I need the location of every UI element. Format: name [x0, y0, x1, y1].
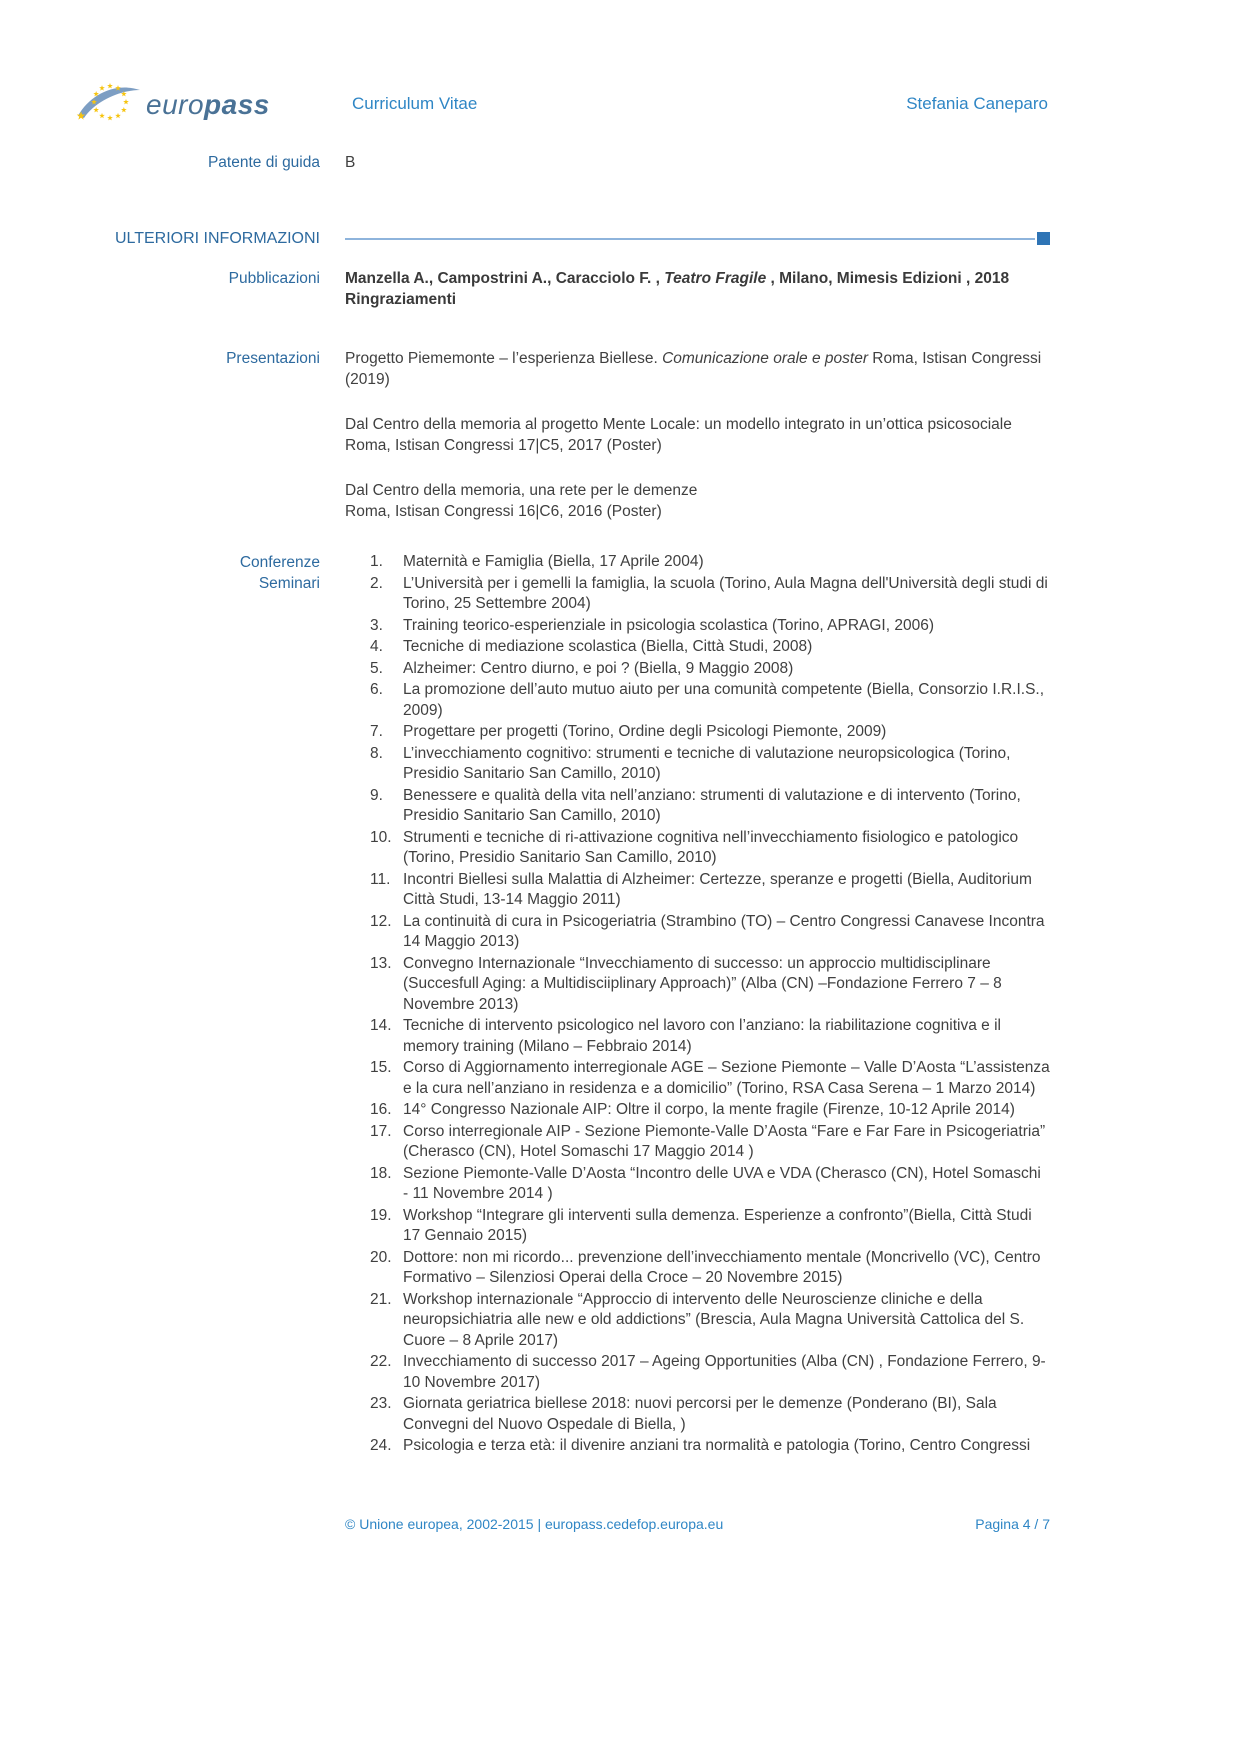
conference-item-text: Corso di Aggiornamento interregionale AGE – Sezione Piemonte – Valle D’Aosta “L’assistenza e la cura nell’anziano in residenza e a domicilio” (Torino, RSA Casa Serena – 1 Marzo 2014) [403, 1059, 1050, 1097]
logo-euro: euro [146, 88, 205, 120]
conference-item [370, 659, 1050, 680]
presentation-2-line2: Roma, Istisan Congressi 17|C5, 2017 (Poster) [345, 437, 662, 454]
person-name: Stefania Caneparo [906, 94, 1048, 113]
section-rule [345, 228, 1050, 249]
conference-item-text: Corso interregionale AIP - Sezione Piemonte-Valle D’Aosta “Fare e Far Fare in Psicogeriatria” (Cherasco (CN), Hotel Somaschi 17 Maggio 2014 ) [403, 1122, 1046, 1160]
conferences-row [0, 552, 1241, 1458]
conference-item-number: 7. [370, 723, 383, 740]
conference-item-number: 20. [370, 1248, 392, 1266]
conference-item-number: 19. [370, 1206, 392, 1224]
conference-item-text: Progettare per progetti (Torino, Ordine degli Psicologi Piemonte, 2009) [403, 723, 887, 740]
presentations-text [345, 348, 1050, 546]
conference-item-number: 17. [370, 1122, 392, 1140]
conference-item [370, 870, 1050, 911]
conference-item [370, 1394, 1050, 1435]
conference-item-text: Workshop “Integrare gli interventi sulla demenza. Esperienze a confronto”(Biella, Città Studi 17 Gennaio 2015) [403, 1206, 1032, 1244]
conference-item [370, 637, 1050, 658]
conference-item-text: 14° Congresso Nazionale AIP: Oltre il corpo, la mente fragile (Firenze, 10-12 Aprile 2014) [403, 1101, 1015, 1118]
conference-item [370, 552, 1050, 573]
conference-item-number: 6. [370, 681, 383, 698]
conference-item-number: 3. [370, 616, 383, 634]
conference-item [370, 574, 1050, 615]
publication-entry-2: Ringraziamenti [345, 291, 457, 308]
section-title: ULTERIORI INFORMAZIONI [114, 230, 320, 247]
conference-item [370, 680, 1050, 721]
presentation-entry-1 [345, 348, 1050, 390]
publication-publisher: , Milano, Mimesis Edizioni , 2018 [770, 270, 1010, 287]
conference-item [370, 1016, 1050, 1057]
presentations-label: Presentazioni [226, 350, 320, 367]
conference-item-text: Psicologia e terza età: il divenire anziani tra normalità e patologia (Torino, Centro Congressi [403, 1437, 1031, 1454]
conferences-label [0, 552, 320, 594]
conference-item [370, 1100, 1050, 1121]
driving-license-label: Patente di guida [207, 154, 320, 171]
conference-list [370, 552, 1050, 1457]
section-header-row [0, 228, 1241, 249]
publication-entry [345, 268, 1050, 289]
conference-item [370, 616, 1050, 637]
presentation-entry-3 [345, 480, 1050, 522]
conference-item-text: Alzheimer: Centro diurno, e poi ? (Biella, 9 Maggio 2008) [403, 659, 794, 677]
presentation-3-line2: Roma, Istisan Congressi 16|C6, 2016 (Poster) [345, 503, 662, 520]
europass-logo-mark-icon [76, 78, 142, 131]
conference-item-text: Maternità e Famiglia (Biella, 17 Aprile 2004) [403, 553, 704, 570]
conference-item [370, 786, 1050, 827]
publications-row [0, 268, 1241, 310]
conference-item [370, 1248, 1050, 1289]
conference-item-number: 15. [370, 1059, 392, 1076]
presentation-1-type: Comunicazione orale e poster [662, 350, 873, 367]
conference-item-text: Benessere e qualità della vita nell’anziano: strumenti di valutazione e di intervento (Torino, Presidio Sanitario San Camillo, 2010) [403, 786, 1021, 824]
conference-item-text: Sezione Piemonte-Valle D’Aosta “Incontro delle UVA e VDA (Cherasco (CN), Hotel Somaschi - 11 Novembre 2014 ) [403, 1164, 1041, 1202]
conference-item-number: 24. [370, 1437, 392, 1454]
conference-item [370, 1164, 1050, 1205]
conference-item [370, 744, 1050, 785]
logo-pass: pass [204, 88, 270, 120]
conference-item-number: 4. [370, 638, 383, 655]
conference-item-text: Tecniche di mediazione scolastica (Biella, Città Studi, 2008) [403, 638, 813, 655]
conference-item-number: 8. [370, 744, 383, 762]
conference-item-number: 16. [370, 1101, 392, 1118]
conference-item-text: La promozione dell’auto mutuo aiuto per una comunità competente (Biella, Consorzio I.R.I.S., 2009) [403, 681, 1045, 719]
conference-item-number: 23. [370, 1395, 392, 1412]
conference-item [370, 1058, 1050, 1099]
conference-item-number: 2. [370, 574, 383, 592]
conference-item [370, 1206, 1050, 1247]
presentation-3-line1: Dal Centro della memoria, una rete per le demenze [345, 482, 698, 499]
conference-item-number: 21. [370, 1290, 392, 1308]
presentations-row [0, 348, 1241, 546]
driving-license-row [0, 152, 1241, 173]
conference-item [370, 1290, 1050, 1352]
section-rule-line [345, 238, 1035, 240]
conference-item-text: Convegno Internazionale “Invecchiamento di successo: un approccio multidisciplinare (Succesfull Aging: a Multidisciiplinary Approach)” (Alba (CN) –Fondazione Ferrero 7 – 8 Novembre 2013) [403, 954, 1002, 1013]
presentation-entry-2 [345, 414, 1050, 456]
conference-item-text: Incontri Biellesi sulla Malattia di Alzheimer: Certezze, speranze e progetti (Biella, Auditorium Città Studi, 13-14 Maggio 2011) [403, 870, 1032, 908]
footer-copyright: © Unione europea, 2002-2015 | europass.cedefop.europa.eu [345, 1516, 724, 1532]
conference-item-text: Strumenti e tecniche di ri-attivazione cognitiva nell’invecchiamento fisiologico e patologico (Torino, Presidio Sanitario San Camillo, 2010) [403, 828, 1019, 866]
section-rule-square [1037, 232, 1050, 245]
conference-item [370, 1122, 1050, 1163]
conferences-label-line2: Seminari [258, 575, 320, 592]
conference-item [370, 1436, 1050, 1457]
conference-item-number: 22. [370, 1353, 392, 1370]
conference-item-text: Training teorico-esperienziale in psicologia scolastica (Torino, APRAGI, 2006) [403, 616, 934, 634]
document-title: Curriculum Vitae [352, 94, 478, 113]
conference-item-text: L’invecchiamento cognitivo: strumenti e tecniche di valutazione neuropsicologica (Torino, Presidio Sanitario San Camillo, 2010) [403, 744, 1011, 782]
conference-item-number: 10. [370, 828, 392, 846]
conference-item [370, 722, 1050, 743]
conference-item-number: 12. [370, 912, 392, 930]
conference-item-text: Giornata geriatrica biellese 2018: nuovi percorsi per le demenze (Ponderano (BI), Sala Convegni del Nuovo Ospedale di Biella, ) [403, 1395, 997, 1433]
publication-title: Teatro Fragile [664, 270, 771, 287]
page-footer [345, 1516, 1050, 1532]
conferences-content [345, 552, 1050, 1458]
publications-label: Pubblicazioni [228, 270, 320, 287]
conference-item-text: Workshop internazionale “Approccio di intervento delle Neuroscienze cliniche e della neuropsichiatria alle new e old addictions” (Brescia, Aula Magna Università Cattolica del S. Cuore – 8 Aprile 2017) [403, 1290, 1025, 1349]
footer-page-number: Pagina 4 / 7 [975, 1516, 1050, 1532]
conference-item-number: 14. [370, 1017, 392, 1034]
driving-license-value: B [345, 154, 356, 171]
conference-item [370, 954, 1050, 1016]
europass-logo-text [146, 89, 270, 121]
conference-item-text: L’Università per i gemelli la famiglia, la scuola (Torino, Aula Magna dell'Università degli studi di Torino, 25 Settembre 2004) [403, 574, 1048, 612]
presentation-1-pre: Progetto Piememonte – l’esperienza Biellese. [345, 350, 663, 367]
publications-text [345, 268, 1050, 310]
presentation-2-line1: Dal Centro della memoria al progetto Mente Locale: un modello integrato in un’ottica psicosociale [345, 416, 1012, 433]
conference-item-number: 1. [370, 553, 383, 570]
publication-authors: Manzella A., Campostrini A., Caracciolo F. , [345, 270, 665, 287]
conference-item-number: 5. [370, 659, 383, 677]
conference-item-text: La continuità di cura in Psicogeriatria (Strambino (TO) – Centro Congressi Canavese Incontra 14 Maggio 2013) [403, 912, 1045, 950]
conference-item-text: Tecniche di intervento psicologico nel lavoro con l’anziano: la riabilitazione cognitiva e il memory training (Milano – Febbraio 2014) [403, 1017, 1001, 1055]
europass-logo [76, 78, 270, 131]
conference-item-text: Invecchiamento di successo 2017 – Ageing Opportunities (Alba (CN) , Fondazione Ferrero, 9-10 Novembre 2017) [403, 1353, 1046, 1391]
conference-item-number: 13. [370, 954, 392, 972]
conferences-label-line1: Conferenze [239, 554, 320, 571]
conference-item-number: 9. [370, 786, 383, 804]
conference-item-number: 18. [370, 1164, 392, 1182]
conference-item-text: Dottore: non mi ricordo... prevenzione dell’invecchiamento mentale (Moncrivello (VC), Centro Formativo – Silenziosi Operai della Croce – 20 Novembre 2015) [403, 1248, 1041, 1286]
conference-item-number: 11. [370, 870, 391, 888]
conference-item [370, 912, 1050, 953]
conference-item [370, 828, 1050, 869]
presentation-1-post: Roma, Istisan Congressi (2019) [345, 350, 1042, 388]
conference-item [370, 1352, 1050, 1393]
